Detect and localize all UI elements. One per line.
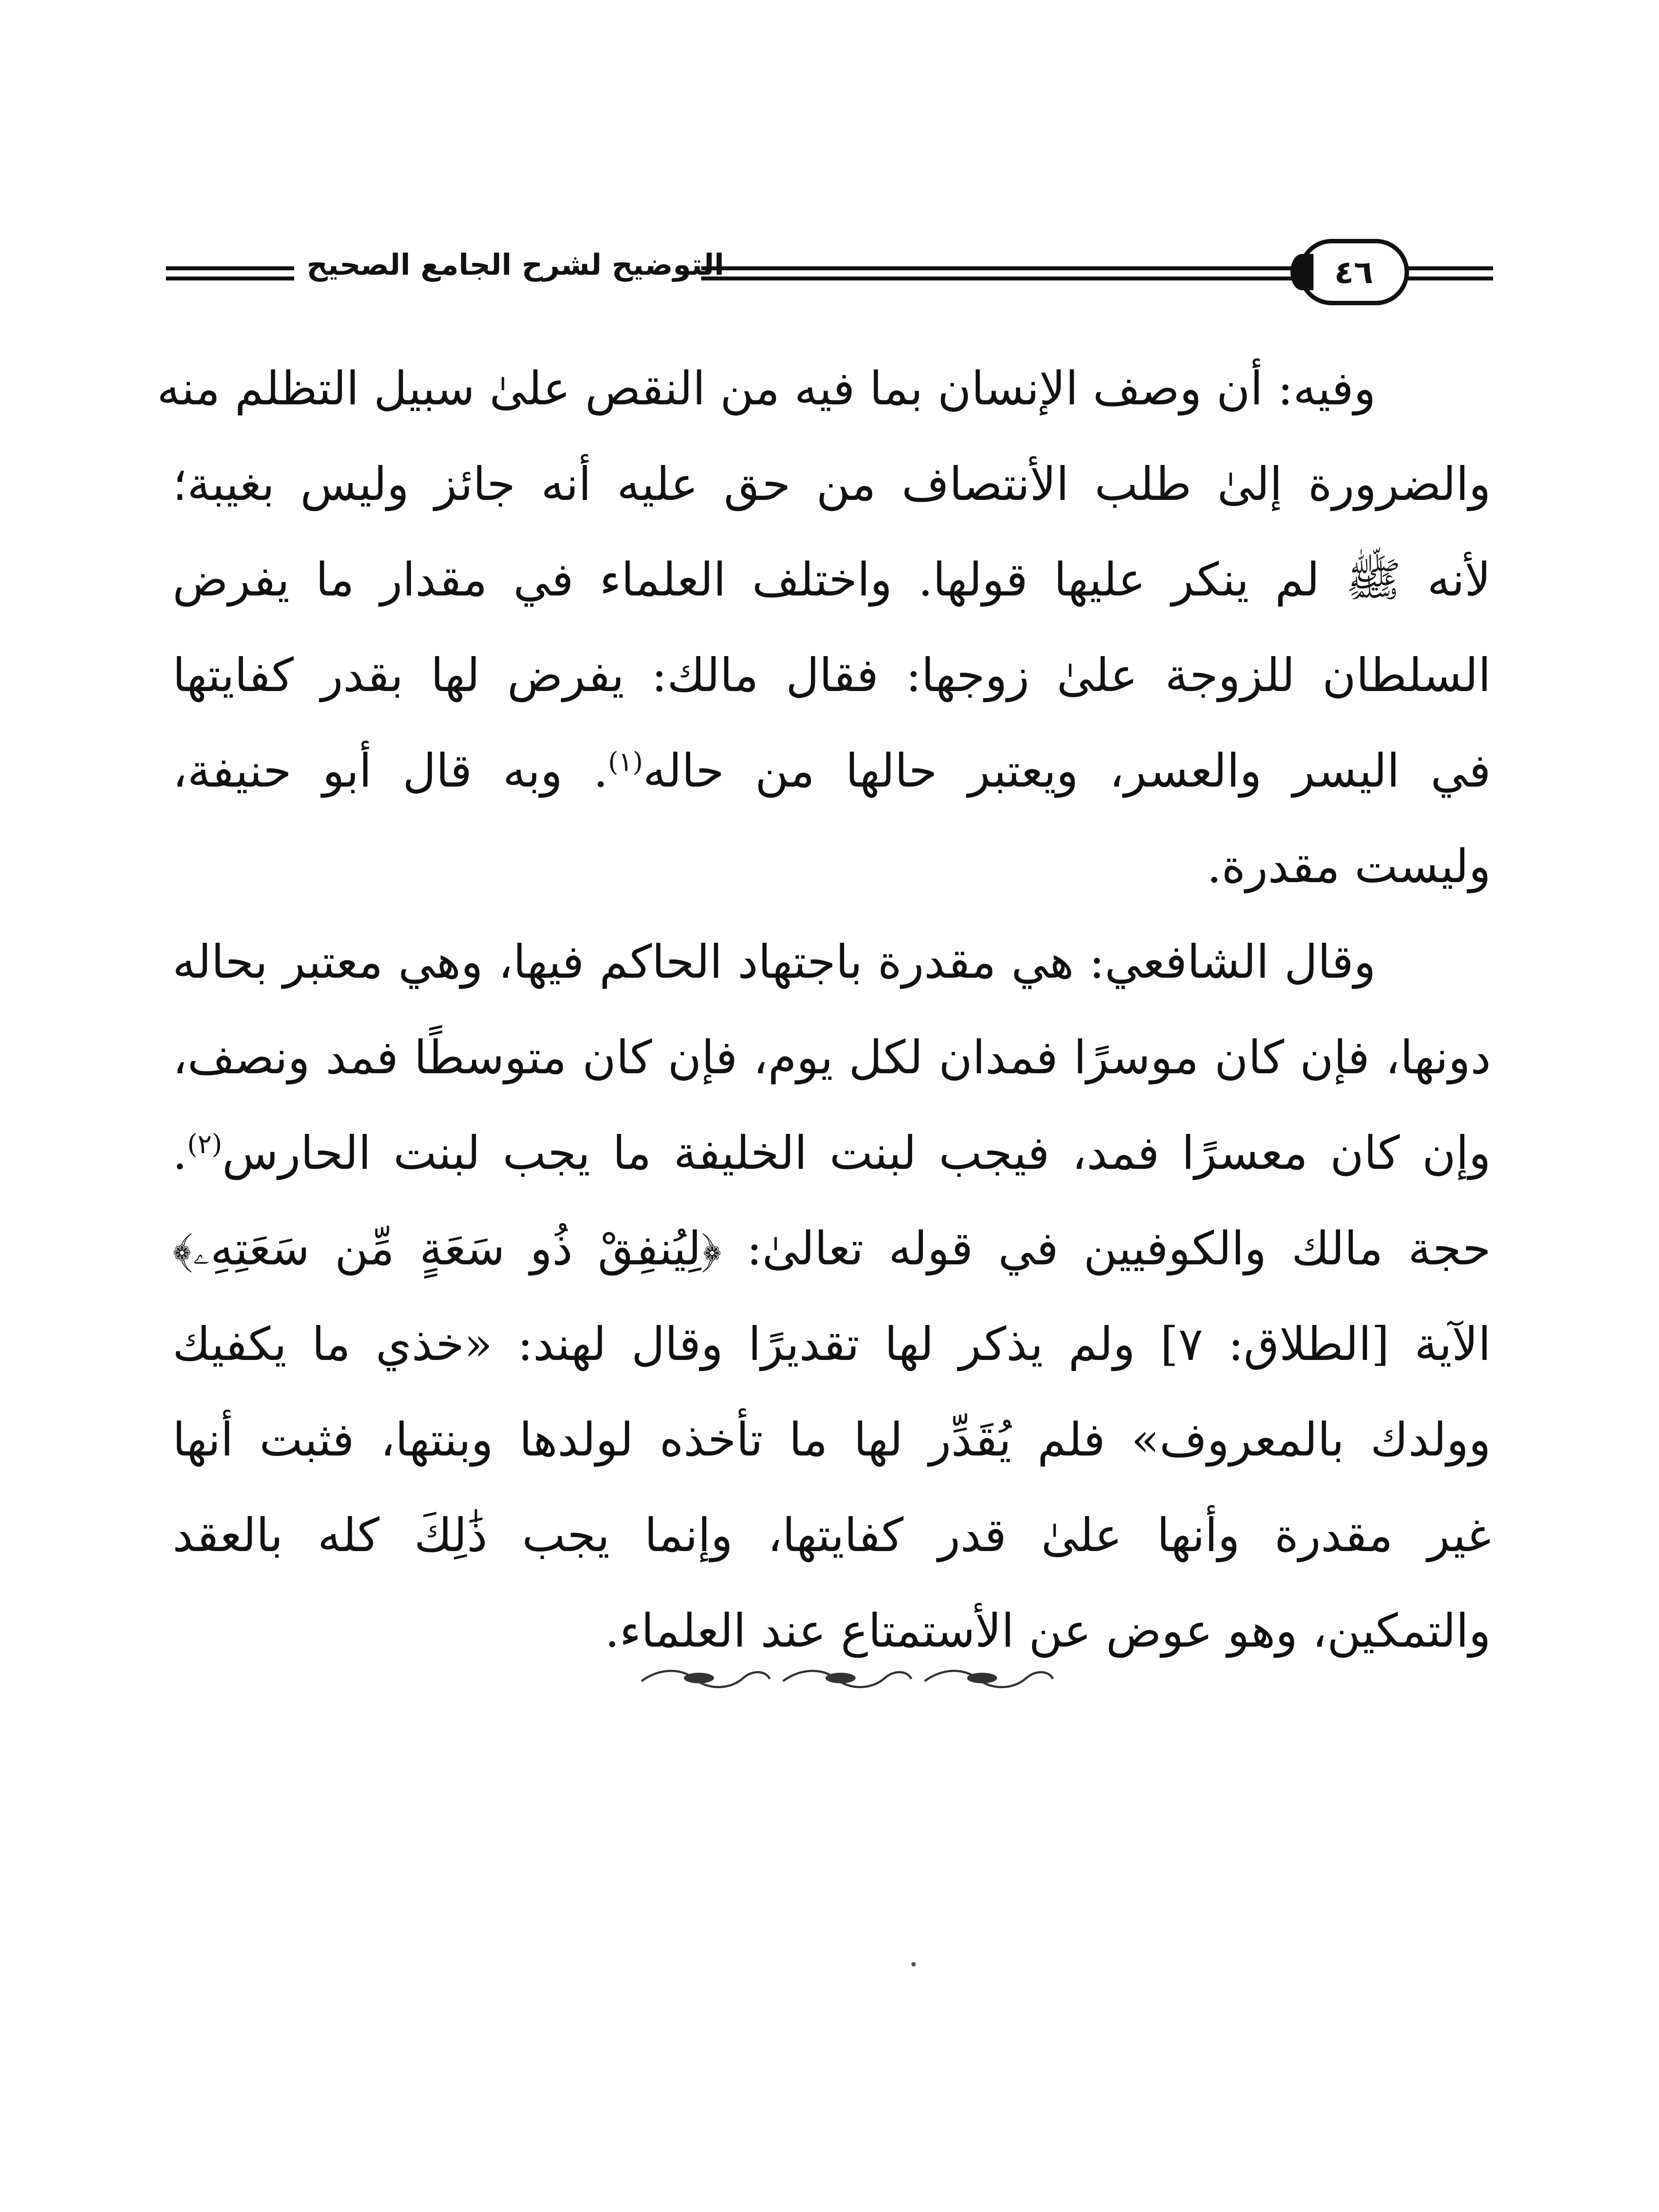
text-line: السلطان للزوجة علىٰ زوجها: فقال مالك: يفرض لها بقدر كفايتها — [173, 648, 1491, 702]
text-line — [173, 723, 1491, 818]
text-line: دونها، فإن كان موسرًا فمدان لكل يوم، فإن كان متوسطًا فمد ونصف، — [173, 1030, 1491, 1084]
ornament-leaf — [826, 1673, 856, 1683]
main-text — [157, 341, 1491, 1678]
ornament-leaf — [967, 1673, 997, 1683]
header-rule-badge-tail — [1405, 266, 1493, 280]
text-line: وفيه: أن وصف الإنسان بما فيه من النقص علىٰ سبيل التظلم منه — [157, 361, 1376, 415]
ornament-leaf — [684, 1673, 714, 1683]
running-header — [166, 230, 1493, 323]
header-rule-right — [701, 266, 1298, 280]
text-segment: . — [173, 1126, 188, 1180]
text-line: والضرورة إلىٰ طلب الأنتصاف من حق عليه أنه جائز وليس بغيبة؛ — [173, 457, 1491, 511]
text-line: حجة مالك والكوفيين في قوله تعالىٰ: ﴿لِيُنفِقْ ذُو سَعَةٍ مِّن سَعَتِهِۦ﴾ — [173, 1221, 1491, 1275]
text-line: والتمكين، وهو عوض عن الأستمتاع عند العلماء. — [605, 1604, 1491, 1658]
page-number: ٤٦ — [1334, 253, 1373, 291]
footnote-ref-2[interactable]: (٢) — [187, 1129, 223, 1160]
paragraph-1 — [157, 341, 1491, 914]
text-line: وولدك بالمعروف» فلم يُقَدِّر لها ما تأخذه لولدها وبنتها، فثبت أنها — [173, 1413, 1491, 1467]
text-line: الآية [الطلاق: ٧] ولم يذكر لها تقديرًا وقال لهند: «خذي ما يكفيك — [173, 1317, 1491, 1371]
text-segment: وإن كان معسرًا فمد، فيجب لبنت الخليفة ما يجب لبنت الحارس — [222, 1126, 1491, 1180]
text-line: لأنه ﷺ لم ينكر عليها قولها. واختلف العلماء في مقدار ما يفرض — [173, 553, 1491, 607]
text-segment: في اليسر والعسر، ويعتبر حالها من حاله — [643, 744, 1491, 798]
badge-cap-ornament — [1290, 254, 1313, 290]
text-line: غير مقدرة وأنها علىٰ قدر كفايتها، وإنما يجب ذَٰلِكَ كله بالعقد — [173, 1508, 1491, 1562]
text-line: وقال الشافعي: هي مقدرة باجتهاد الحاكم فيها، وهي معتبر بحاله — [173, 935, 1376, 989]
footnote-ref-1[interactable]: (١) — [608, 746, 643, 778]
paragraph-2 — [173, 914, 1491, 1678]
text-line: وليست مقدرة. — [1207, 839, 1491, 893]
page-number-badge — [1298, 239, 1409, 305]
book-title: التوضيح لشرح الجامع الصحيح — [307, 248, 724, 282]
print-speck — [911, 1962, 916, 1966]
section-ornament — [633, 1661, 1057, 1697]
text-segment: . وبه قال أبو حنيفة، — [173, 744, 608, 798]
text-line — [173, 1105, 1491, 1201]
header-rule-left — [166, 266, 294, 280]
